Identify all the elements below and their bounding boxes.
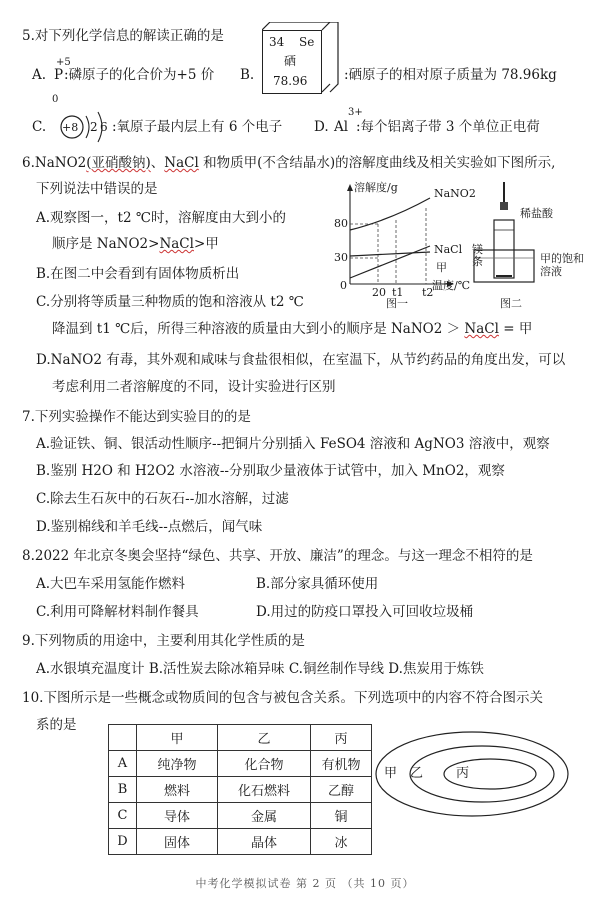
fig1-ytick-80: 80 (334, 217, 348, 230)
q8-option-c: C.利用可降解材料制作餐具 (36, 604, 199, 620)
table-header-cell: 乙 (218, 725, 311, 751)
q7-option-d: D.鉴别棉线和羊毛线--点燃后，闻气味 (36, 519, 263, 535)
q5-d-symbol: Al (334, 119, 349, 135)
q5-option-d-label: D. (314, 119, 329, 135)
curve-nano2 (350, 198, 430, 230)
q6-option-b: B.在图二中会看到有固体物质析出 (36, 266, 240, 282)
q6-option-d-line1: D.NaNO2 有毒，其外观和咸味与食盐很相似，在室温下，从节约药品的角度出发，可以 (36, 352, 566, 368)
venn-middle-label: 乙 (410, 766, 424, 781)
q5-option-d-text: :每个铝离子带 3 个单位正电荷 (356, 119, 540, 135)
q6-option-d-line2: 考虑利用二者溶解度的不同，设计实验进行区别 (52, 379, 336, 395)
o-shell2-electrons: 6 (100, 120, 108, 134)
q5-option-c-text: :氧原子最内层上有 6 个电子 (112, 119, 283, 135)
table-row (109, 803, 372, 829)
table-cell: A (109, 751, 137, 777)
q6-stem-line1 (22, 154, 555, 172)
q9-options: A.水银填充温度计 B.活性炭去除冰箱异味 C.铜丝制作导线 D.焦炭用于炼铁 (36, 661, 484, 677)
se-mass: 78.96 (273, 74, 308, 88)
q8-option-a: A.大巴车采用氢能作燃料 (36, 576, 186, 592)
venn-outer-label: 甲 (384, 766, 398, 781)
q6-a-nacl: NaCl (159, 236, 194, 252)
q7-option-c: C.除去生石灰中的石灰石--加水溶解，过滤 (36, 491, 289, 507)
table-header-row (109, 725, 372, 751)
table-cell: 化合物 (218, 751, 311, 777)
q6-c-order: 降温到 t1 ℃后，所得三种溶液的质量由大到小的顺序是 NaNO2 ＞ (52, 321, 465, 337)
q5-a-valence: +5 (56, 57, 71, 68)
curve-jia (350, 246, 430, 278)
element-box-se (262, 30, 322, 94)
fig2-caption: 图二 (500, 297, 522, 310)
fig1-xlabel: 温度/℃ (432, 279, 471, 292)
venn-inner-label: 丙 (456, 766, 470, 781)
q6-stem-line2: 下列说法中错误的是 (36, 181, 158, 197)
q8-stem: 8.2022 年北京冬奥会坚持“绿色、共享、开放、廉洁”的理念。与这一理念不相符的是 (22, 548, 533, 564)
q5-a-symbol: P (54, 67, 64, 83)
q6-nano2-cn: (亚硝酸钠) (86, 155, 151, 171)
q7-option-a: A.验证铁、铜、银活动性顺序--把铜片分别插入 FeSO4 溶液和 AgNO3 溶液中，观察 (36, 436, 550, 452)
q5-option-b-label: B. (240, 67, 255, 83)
table-cell: D (109, 829, 137, 855)
q6-nacl: NaCl (164, 155, 199, 171)
table-cell: 冰 (311, 829, 372, 855)
curve-nacl (350, 252, 430, 256)
q5-option-c-label: C. (32, 119, 47, 135)
table-cell: 燃料 (137, 777, 218, 803)
q10-stem-line1: 10.下图所示是一些概念或物质间的包含与被包含关系。下列选项中的内容不符合图示关 (22, 690, 543, 706)
table-cell: 导体 (137, 803, 218, 829)
q6-c-end: = 甲 (498, 321, 533, 337)
q6-option-a-line1: A.观察图一，t2 ℃时，溶解度由大到小的 (36, 210, 286, 226)
experiment-apparatus-diagram (466, 180, 546, 300)
table-row (109, 777, 372, 803)
table-cell: 铜 (311, 803, 372, 829)
q6-number: 6. (22, 155, 35, 171)
q6-stem-rest: 和物质甲(不含结晶水)的溶解度曲线及相关实验如下图所示, (198, 155, 556, 171)
se-symbol: Se (299, 35, 315, 49)
q5-d-charge: 3+ (348, 107, 363, 118)
se-name: 硒 (284, 54, 297, 68)
q7-stem: 7.下列实验操作不能达到实验目的的是 (22, 409, 251, 425)
table-cell: 有机物 (311, 751, 372, 777)
se-atomic-number: 34 (269, 35, 285, 49)
fig1-ytick-30: 30 (334, 251, 348, 264)
page-footer: 中考化学模拟试卷 第 2 页 （共 10 页） (195, 877, 415, 890)
fig1-legend-jia: 甲 (436, 261, 447, 274)
q6-a-end: >甲 (193, 236, 219, 252)
fig1-ytick-0: 0 (340, 279, 347, 292)
q5-c-top-mark: 0 (52, 94, 59, 105)
fig1-caption: 图一 (386, 297, 408, 310)
nested-ellipses-diagram (372, 728, 572, 820)
table-cell: 金属 (218, 803, 311, 829)
q5-option-b-text: :硒原子的相对原子质量为 78.96kg (344, 67, 557, 83)
table-header-cell (109, 725, 137, 751)
table-row (109, 751, 372, 777)
table-cell: C (109, 803, 137, 829)
fig1-legend-nano2: NaNO2 (434, 187, 476, 200)
fig2-solution: 甲的饱和溶液 (540, 252, 584, 278)
table-header-cell: 甲 (137, 725, 218, 751)
fig1-legend-nacl: NaCl (434, 243, 463, 256)
fig1-ylabel: 溶解度/g (354, 181, 398, 194)
table-cell: B (109, 777, 137, 803)
q6-option-a-line2 (52, 235, 219, 253)
q7-option-b: B.鉴别 H2O 和 H2O2 水溶液--分别取少量液体于试管中，加入 MnO2，观察 (36, 463, 505, 479)
fig1-xtick-t1: t1 (392, 286, 404, 299)
fig1-xtick-20: 20 (372, 286, 386, 299)
table-cell: 晶体 (218, 829, 311, 855)
o-nucleus-charge: +8 (62, 121, 79, 134)
fig1-xtick-t2: t2 (422, 286, 434, 299)
table-cell: 固体 (137, 829, 218, 855)
q5-option-a-text: :磷原子的化合价为+5 价 (64, 67, 215, 83)
table-row (109, 829, 372, 855)
q6-c-nacl: NaCl (464, 321, 499, 337)
q5-stem: 5.对下列化学信息的解读正确的是 (22, 28, 224, 44)
table-header-cell: 丙 (311, 725, 372, 751)
q10-stem-line2: 系的是 (36, 717, 77, 733)
table-cell: 化石燃料 (218, 777, 311, 803)
q10-options-table (108, 724, 372, 855)
q5-option-a-label: A. (32, 67, 47, 83)
fig2-mg: 镁条 (472, 243, 483, 268)
table-cell: 纯净物 (137, 751, 218, 777)
q8-option-d: D.用过的防疫口罩投入可回收垃圾桶 (256, 604, 474, 620)
q6-sep: 、 (150, 155, 165, 171)
table-cell: 乙醇 (311, 777, 372, 803)
q6-a-order: 顺序是 NaNO2> (52, 236, 160, 252)
q6-option-c-line2 (52, 320, 532, 338)
q6-option-c-line1: C.分别将等质量三种物质的饱和溶液从 t2 ℃ (36, 294, 304, 310)
q8-option-b: B.部分家具循环使用 (256, 576, 379, 592)
o-shell1-electrons: 2 (90, 120, 98, 134)
q6-nano2: NaNO2 (34, 155, 87, 171)
fig2-acid: 稀盐酸 (520, 207, 553, 220)
q9-stem: 9.下列物质的用途中，主要利用其化学性质的是 (22, 633, 305, 649)
